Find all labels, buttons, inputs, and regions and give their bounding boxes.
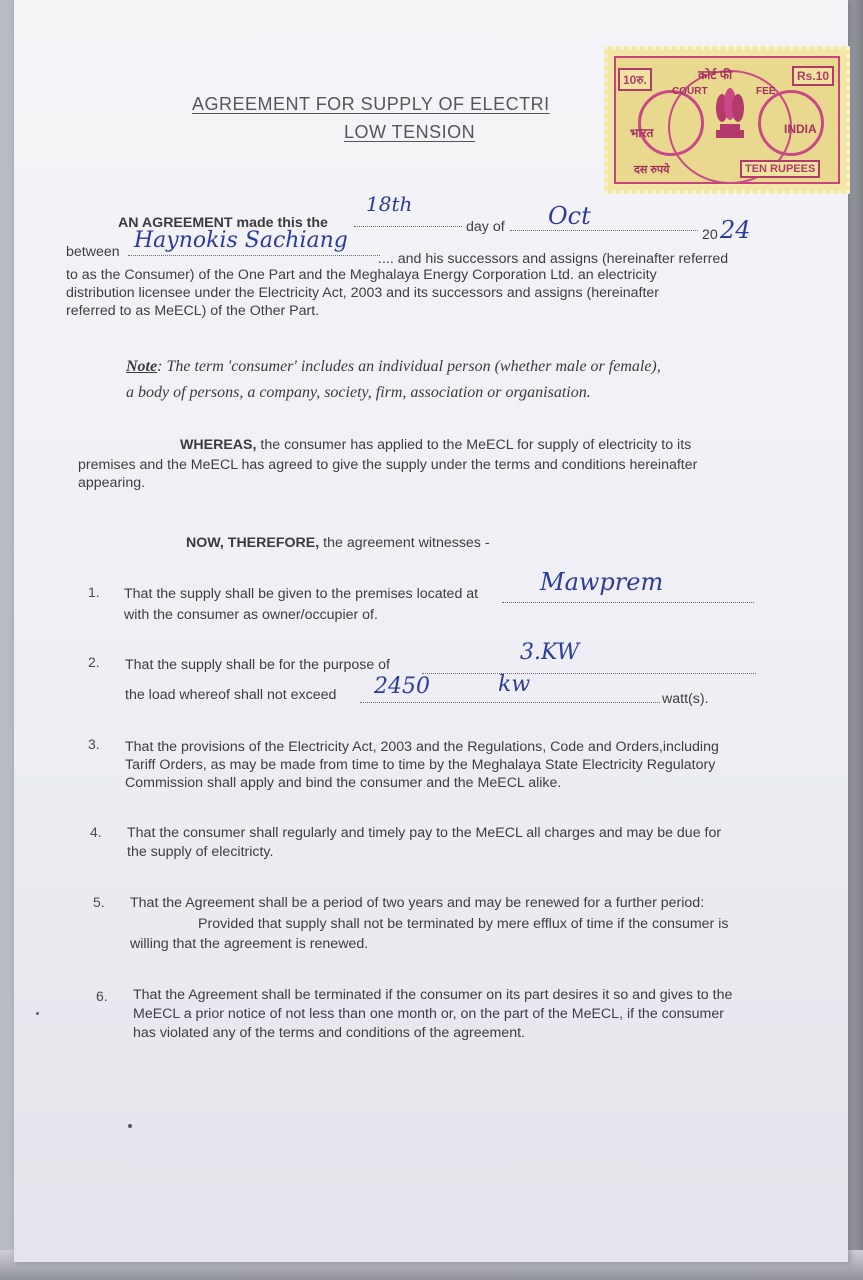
whereas-label: WHEREAS, [180,437,257,453]
document-subtitle: LOW TENSION [344,122,476,142]
clause-3-line1: That the provisions of the Electricity Act, 2003 and the Regulations, Code and Orders,including [125,739,719,755]
note-line2: a body of persons, a company, society, firm, association or organisation. [126,384,591,401]
stamp-country-en: INDIA [784,122,817,136]
clause-2-line2: the load whereof shall not exceed [125,687,337,703]
ink-dot [36,1012,39,1015]
court-fee-stamp [604,46,850,194]
document-page [14,0,848,1262]
clause-number: 2. [88,654,100,670]
clause-1-line1: That the supply shall be given to the premises located at [124,586,479,602]
clause-4-line2: the supply of elecitricty. [127,844,274,860]
clause-6-line2: MeECL a prior notice of not less than one month or, on the part of the MeECL, if the consumer [133,1006,724,1022]
stamp-court: COURT [672,86,708,97]
intro-line3: to as the Consumer) of the One Part and the Meghalaya Energy Corporation Ltd. an electricity [66,267,657,283]
document-title: AGREEMENT FOR SUPPLY OF ELECTRI [192,94,550,114]
now-therefore-label: NOW, THEREFORE, [186,535,320,551]
handwritten-premises: Mawprem [540,568,664,596]
stamp-amount-hindi: दस रुपये [634,164,670,176]
year-prefix: 20 [702,227,718,243]
clause-6-line1: That the Agreement shall be terminated if the consumer on its part desires it so and gives to the [133,987,733,1003]
intro-line5: referred to as MeECL) of the Other Part. [66,303,320,319]
stamp-fee: FEE [756,86,776,97]
clause-number: 5. [93,894,105,910]
clause-number: 6. [96,988,108,1004]
handwritten-load-unit: kw [498,672,531,697]
ink-dot [128,1124,132,1128]
clause-3-line3: Commission shall apply and bind the consumer and the MeECL alike. [125,775,562,791]
clause-number: 4. [90,824,102,840]
agreement-lead: AN AGREEMENT made this the [118,215,328,231]
handwritten-load: 2450 [374,674,430,699]
stamp-label-hindi: कोर्ट फी [698,68,733,82]
clause-3-line2: Tariff Orders, as may be made from time to time by the Meghalaya State Electricity Regulatory [125,757,716,773]
stamp-country-hindi: भारत [630,126,654,140]
clause-5-line3: willing that the agreement is renewed. [130,936,369,952]
clause-6-line3: has violated any of the terms and conditions of the agreement. [133,1025,525,1041]
clause-1-line2: with the consumer as owner/occupier of. [124,607,378,623]
whereas-line1: WHEREAS, the consumer has applied to the MeECL for supply of electricity to its [180,437,692,453]
whereas-line3: appearing. [78,475,146,491]
clause-2-line1: That the supply shall be for the purpose of [125,657,390,673]
whereas-line2: premises and the MeECL has agreed to give the supply under the terms and conditions hereinafter [78,457,698,473]
between-label: between [66,244,120,260]
handwritten-year: 24 [720,216,751,244]
clause-5-line1: That the Agreement shall be a period of two years and may be renewed for a further period: [130,895,705,911]
note-line1: Note: The term 'consumer' includes an individual person (whether male or female), [126,358,661,375]
handwritten-consumer-name: Haynokis Sachiang [134,228,348,253]
intro-line2: .... and his successors and assigns (hereinafter referred [378,251,729,267]
intro-line4: distribution licensee under the Electricity Act, 2003 and its successors and assigns (hereinafter [66,285,660,301]
stamp-value-en: Rs.10 [792,66,834,86]
clause-number: 1. [88,584,100,600]
clause-2-watts: watt(s). [662,691,709,707]
clause-5-line2: Provided that supply shall not be terminated by mere efflux of time if the consumer is [198,916,729,932]
handwritten-month: Oct [548,202,591,230]
stamp-amount-en: TEN RUPEES [740,160,820,178]
handwritten-day: 18th [366,192,413,216]
day-of-label: day of [466,219,505,235]
note-label: Note [126,358,158,375]
clause-4-line1: That the consumer shall regularly and timely pay to the MeECL all charges and may be due for [127,825,722,841]
ashoka-emblem-icon [712,86,748,140]
now-therefore: NOW, THEREFORE, the agreement witnesses - [186,535,490,551]
stamp-value-hindi: 10रु. [618,68,652,91]
handwritten-purpose: 3.KW [520,640,580,665]
clause-number: 3. [88,736,100,752]
